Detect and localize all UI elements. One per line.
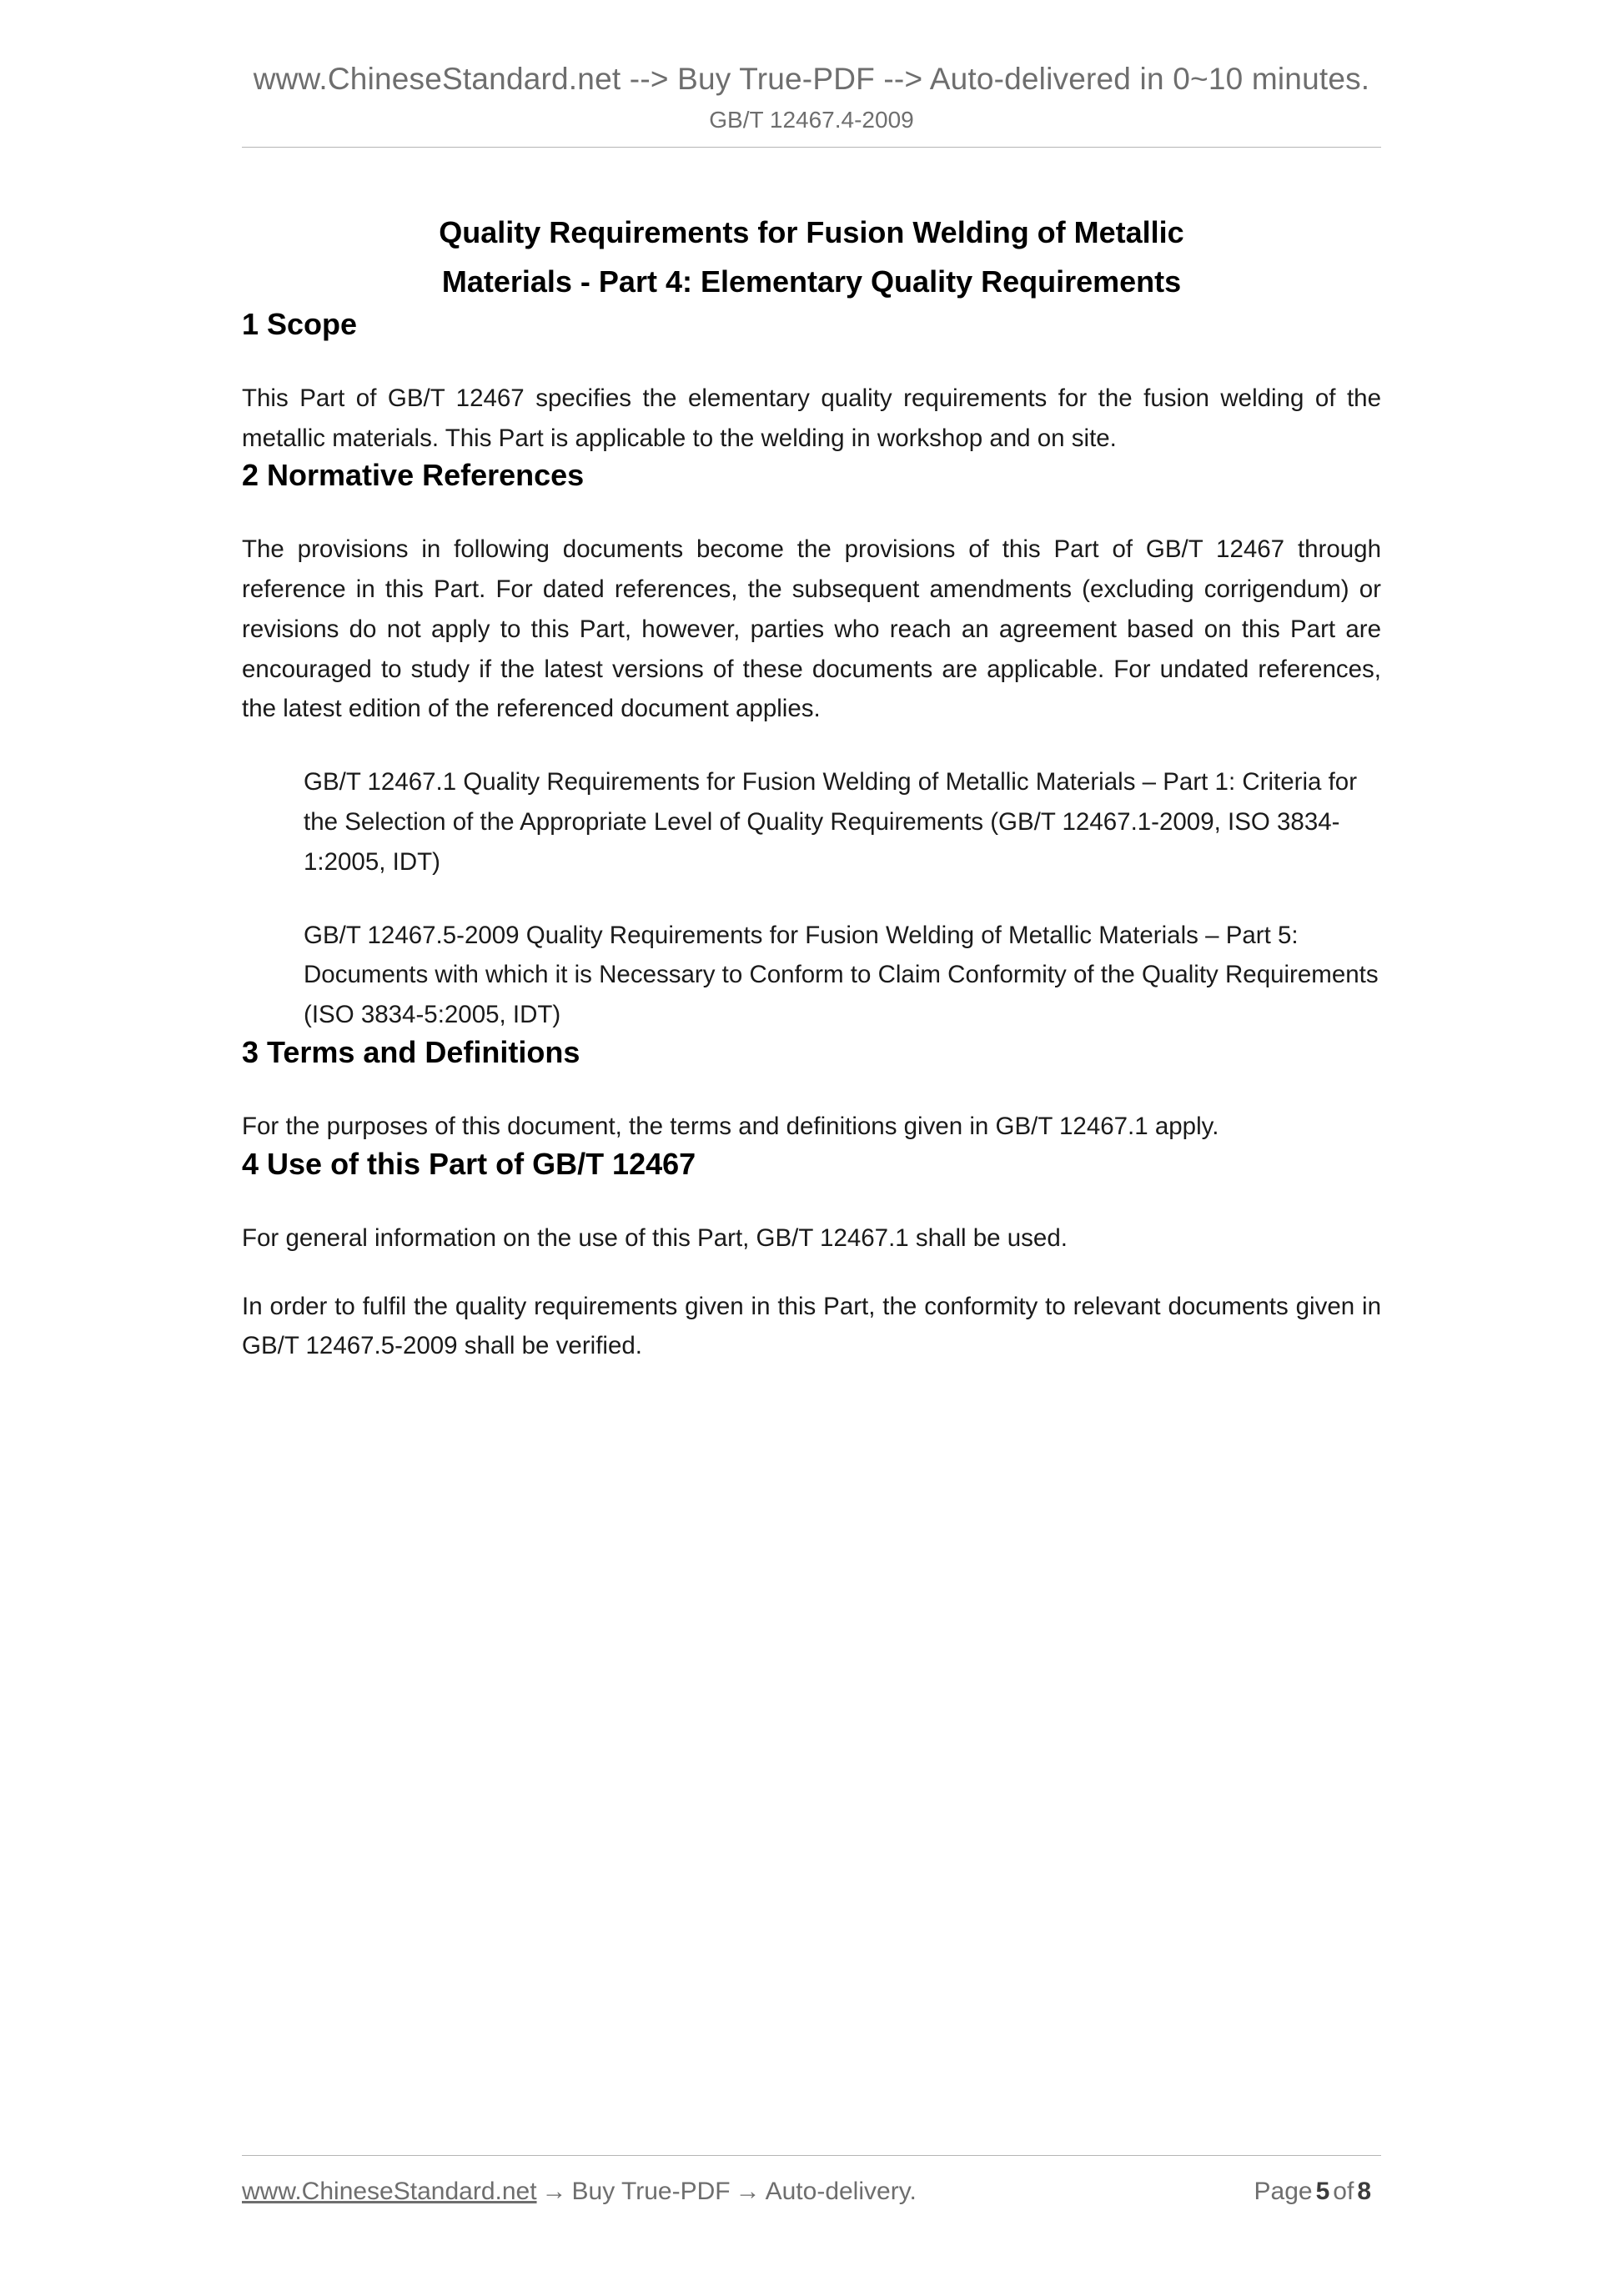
reference-item-1: GB/T 12467.1 Quality Requirements for Fusion Welding of Metallic Materials – Part 1: Criteria for the Selection of the Appropriate Level of Quality Requirements (GB/T 12467.1-2009, ISO 3834-1:2005, IDT) xyxy=(304,768,1358,876)
reference-item-2: GB/T 12467.5-2009 Quality Requirements for Fusion Welding of Metallic Materials – Part 5: Documents with which it is Necessary to Conform to Claim Conformity of the Quality Requirements (ISO 3834-5:2005, IDT) xyxy=(304,921,1379,1029)
heading-terms-and-definitions: 3 Terms and Definitions xyxy=(242,1034,580,1069)
heading-scope: 1 Scope xyxy=(242,306,358,341)
heading-normative-references: 2 Normative References xyxy=(242,458,585,493)
page-header xyxy=(242,62,1381,148)
page-footer xyxy=(242,2155,1381,2206)
paragraph-terms: For the purposes of this document, the terms and definitions given in GB/T 12467.1 apply. xyxy=(242,1112,1219,1140)
page-title-line-1: Quality Requirements for Fusion Welding of Metallic xyxy=(439,215,1184,249)
header-divider xyxy=(242,147,1381,148)
page-title xyxy=(242,208,1381,307)
footer-delivery-label: Auto-delivery. xyxy=(765,2178,917,2205)
footer-buy-label: Buy True-PDF xyxy=(571,2178,731,2205)
footer-links xyxy=(242,2178,917,2206)
page-indicator xyxy=(1254,2178,1381,2206)
paragraph-use-2: In order to fulfil the quality requirements given in this Part, the conformity to relevant documents given in GB/T 12467.5-2009 shall be verified. xyxy=(242,1292,1381,1360)
footer-divider xyxy=(242,2155,1381,2156)
arrow-icon-2: → xyxy=(735,2178,761,2205)
promo-banner: www.ChineseStandard.net --> Buy True-PDF --> Auto-delivered in 0~10 minutes. xyxy=(253,62,1370,96)
page-title-line-2: Materials - Part 4: Elementary Quality Requirements xyxy=(441,264,1182,299)
heading-use-of-this-part: 4 Use of this Part of GB/T 12467 xyxy=(242,1146,696,1181)
page-label: Page xyxy=(1254,2178,1313,2205)
page-number: 5 xyxy=(1315,2178,1330,2205)
footer-site-link[interactable]: www.ChineseStandard.net xyxy=(242,2178,537,2205)
page-total: 8 xyxy=(1357,2178,1371,2205)
of-label: of xyxy=(1333,2178,1354,2205)
footer-row xyxy=(242,2178,1381,2206)
paragraph-use-1: For general information on the use of this Part, GB/T 12467.1 shall be used. xyxy=(242,1223,1068,1252)
standard-code: GB/T 12467.4-2009 xyxy=(709,107,914,133)
paragraph-scope: This Part of GB/T 12467 specifies the elementary quality requirements for the fusion welding of the metallic materials. This Part is applicable to the welding in workshop and on site. xyxy=(242,384,1381,452)
arrow-icon-1: → xyxy=(541,2178,567,2205)
paragraph-normative-intro: The provisions in following documents become the provisions of this Part of GB/T 12467 through reference in this Part. For dated references, the subsequent amendments (excluding corrigendum) or revisions do not apply to this Part, however, parties who reach an agreement based on this Part are encouraged to study if the latest versions of these documents are applicable. For undated references, the latest edition of the referenced document applies. xyxy=(242,535,1381,723)
